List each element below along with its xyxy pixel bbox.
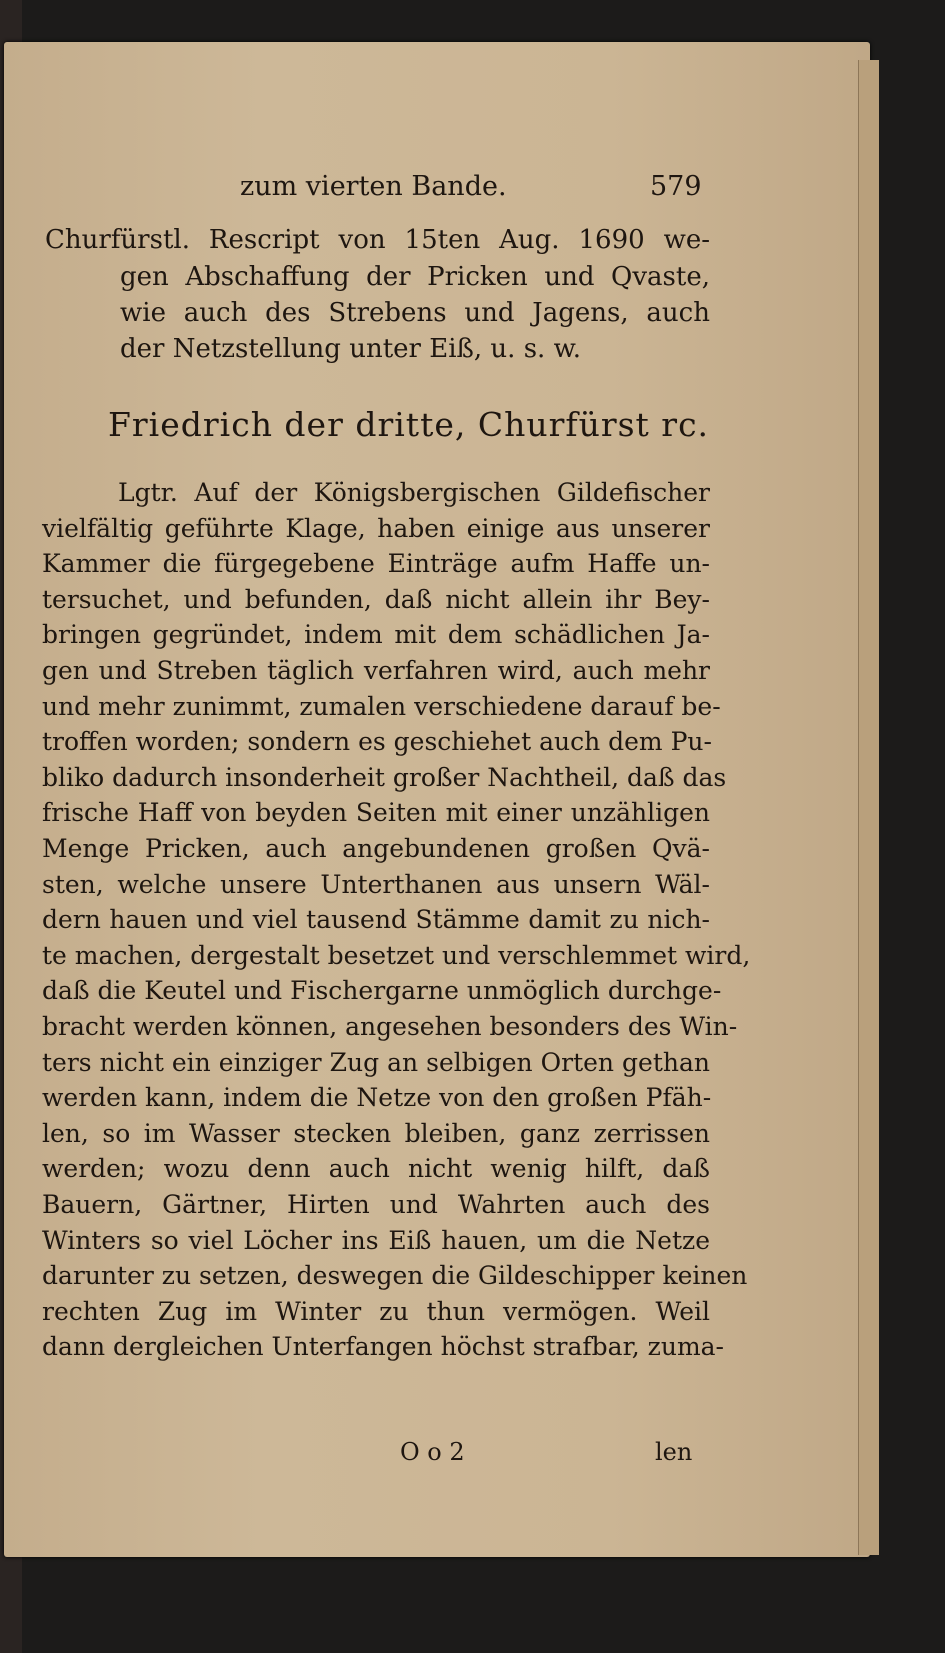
title-line: Churfürstl. Rescript von 15ten Aug. 1690 we- [45, 225, 710, 255]
body-line: Bauern, Gärtner, Hirten und Wahrten auch des [42, 1190, 710, 1219]
signature-mark: O o 2 [400, 1438, 465, 1466]
page-number: 579 [650, 171, 702, 202]
body-line: rechten Zug im Winter zu thun vermögen. Weil [42, 1296, 710, 1326]
title-line: gen Abschaffung der Pricken und Qvaste, [120, 262, 710, 292]
body-line: bringen gegründet, indem mit dem schädlichen Ja- [42, 620, 710, 650]
body-line: troffen worden; sondern es geschiehet auch dem Pu- [42, 727, 712, 757]
body-line: Kammer die fürgegebene Einträge aufm Haffe un- [42, 549, 710, 579]
body-line: frische Haff von beyden Seiten mit einer unzähligen [42, 798, 710, 828]
body-line: darunter zu setzen, deswegen die Gildeschipper keinen [42, 1261, 748, 1291]
body-line: tersuchet, und befunden, daß nicht allein ihr Bey- [42, 584, 710, 614]
page-edge [858, 60, 879, 1555]
body-line: ters nicht ein einziger Zug an selbigen Orten gethan [42, 1047, 710, 1077]
body-line: und mehr zunimmt, zumalen verschiedene darauf be- [42, 691, 721, 721]
section-heading: Friedrich der dritte, Churfürst rc. [108, 405, 710, 444]
body-line: werden kann, indem die Netze von den großen Pfäh- [42, 1083, 712, 1113]
body-line: te machen, dergestalt besetzet und verschlemmet wird, [42, 940, 751, 970]
body-line: Winters so viel Löcher ins Eiß hauen, um die Netze [42, 1225, 710, 1255]
body-line: daß die Keutel und Fischergarne unmöglich durchge- [42, 976, 722, 1006]
body-line: bracht werden können, angesehen besonders des Win- [42, 1012, 738, 1041]
body-line: Menge Pricken, auch angebundenen großen Qvä- [42, 834, 710, 863]
title-line: wie auch des Strebens und Jagens, auch [120, 298, 710, 328]
body-line: werden; wozu denn auch nicht wenig hilft, daß [42, 1154, 710, 1184]
body-line: gen und Streben täglich verfahren wird, auch mehr [42, 656, 710, 685]
body-line: bliko dadurch insonderheit großer Nachtheil, daß das [42, 762, 727, 792]
title-line: der Netzstellung unter Eiß, u. s. w. [120, 334, 582, 364]
body-line: len, so im Wasser stecken bleiben, ganz zerrissen [42, 1118, 710, 1148]
body-line: dann dergleichen Unterfangen höchst strafbar, zuma- [42, 1332, 725, 1362]
catchword: len [655, 1438, 693, 1466]
body-line: dern hauen und viel tausend Stämme damit zu nich- [42, 905, 710, 935]
running-head: zum vierten Bande. [240, 171, 507, 202]
body-line: Lgtr. Auf der Königsbergischen Gildefischer [118, 478, 710, 507]
body-line: vielfältig geführte Klage, haben einige aus unserer [42, 513, 710, 543]
body-line: sten, welche unsere Unterthanen aus unsern Wäl- [42, 869, 710, 899]
